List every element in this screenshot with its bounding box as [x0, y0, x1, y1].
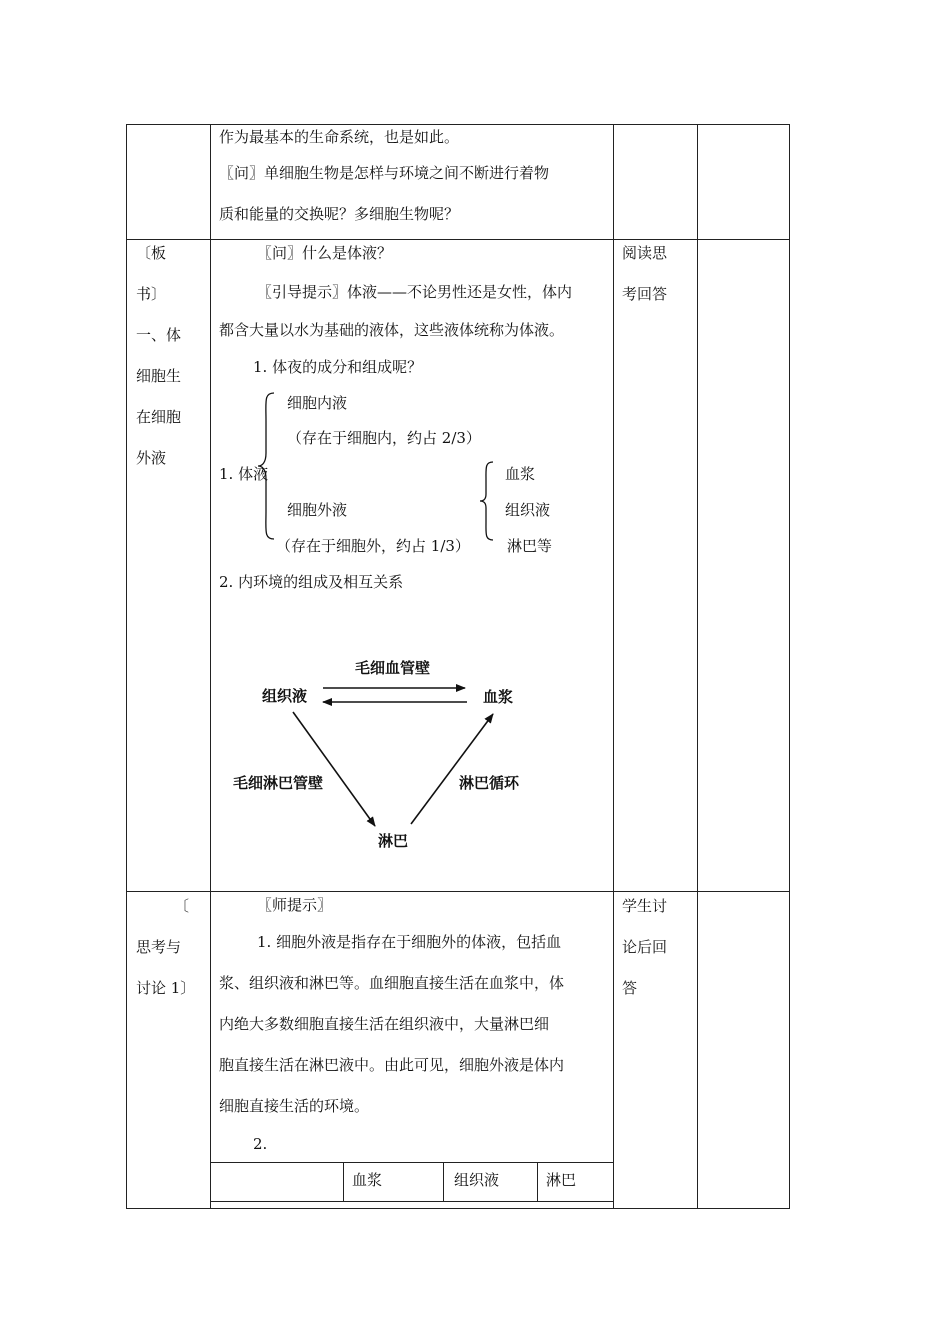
- table-right-border: [789, 124, 790, 1209]
- intracellular-fluid: 细胞内液: [287, 394, 348, 412]
- row3-left-3: 讨论 1〕: [136, 979, 196, 997]
- row-divider-2: [126, 891, 790, 892]
- inner-table-header-lymph: 淋巴: [546, 1171, 577, 1189]
- question-text: 〖问〗什么是体液？: [257, 244, 393, 262]
- row2-left-4: 细胞生: [136, 367, 182, 385]
- table-top-border: [126, 124, 790, 125]
- hint-line-1: 〖引导提示〗体液——不论男性还是女性，体内: [257, 283, 573, 301]
- diagram-lymph-capillary-wall: 毛细淋巴管壁: [233, 774, 324, 792]
- row3-left-1: 〔: [174, 897, 190, 915]
- row3-paragraph-4: 胞直接生活在淋巴液中。由此可见，细胞外液是体内: [219, 1056, 565, 1074]
- column-divider-1: [210, 124, 211, 1209]
- row2-left-5: 在细胞: [136, 408, 182, 426]
- diagram-lymph: 淋巴: [378, 832, 409, 850]
- row2-left-3: 一、体: [136, 326, 182, 344]
- body-fluid-label: 1. 体液: [219, 465, 269, 483]
- diagram-capillary-wall: 毛细血管壁: [355, 659, 431, 677]
- row1-line-2: 〖问〗单细胞生物是怎样与环境之间不断进行着物: [219, 164, 550, 182]
- inner-table-bottom: [210, 1201, 614, 1202]
- row3-activity-2: 论后回: [622, 938, 668, 956]
- item2-title: 2. 内环境的组成及相互关系: [219, 573, 404, 591]
- row3-paragraph-1: 1. 细胞外液是指存在于细胞外的体液，包括血: [257, 933, 562, 951]
- right-brace: [478, 460, 496, 542]
- table-bottom-border: [126, 1208, 790, 1209]
- diagram-lymph-circulation: 淋巴循环: [459, 774, 520, 792]
- arrow-tissue-to-lymph: [293, 712, 375, 826]
- row3-paragraph-3: 内绝大多数细胞直接生活在组织液中，大量淋巴细: [219, 1015, 550, 1033]
- inner-table-col-1: [343, 1162, 344, 1202]
- row2-left-6: 外液: [136, 449, 167, 467]
- inner-table-top: [210, 1162, 614, 1163]
- inner-table-col-3: [537, 1162, 538, 1202]
- row3-left-2: 思考与: [136, 938, 182, 956]
- row1-line-1: 作为最基本的生命系统，也是如此。: [219, 128, 460, 146]
- inner-table-header-plasma: 血浆: [352, 1171, 383, 1189]
- row3-activity-1: 学生讨: [622, 897, 668, 915]
- row3-item-2: 2.: [253, 1135, 268, 1153]
- lymph-etc-label: 淋巴等: [507, 537, 553, 555]
- intracellular-note: （存在于细胞内，约占 2/3）: [287, 429, 481, 447]
- tissue-fluid-label: 组织液: [505, 501, 551, 519]
- row2-activity-2: 考回答: [622, 285, 668, 303]
- row3-paragraph-5: 细胞直接生活的环境。: [219, 1097, 370, 1115]
- inner-table-col-2: [443, 1162, 444, 1202]
- internal-environment-diagram: [213, 640, 613, 880]
- extracellular-fluid: 细胞外液: [287, 501, 348, 519]
- row2-activity-1: 阅读思: [622, 244, 668, 262]
- row2-left-1: 〔板: [136, 244, 167, 262]
- table-left-border: [126, 124, 127, 1209]
- row3-activity-3: 答: [622, 979, 638, 997]
- arrow-lymph-to-plasma: [411, 714, 493, 824]
- hint-line-2: 都含大量以水为基础的液体，这些液体统称为体液。: [219, 321, 565, 339]
- diagram-tissue-fluid: 组织液: [262, 687, 308, 705]
- column-divider-3: [697, 124, 698, 1209]
- item1-title: 1. 体夜的成分和组成呢？: [253, 358, 423, 376]
- inner-table-header-tissue-fluid: 组织液: [454, 1171, 500, 1189]
- diagram-plasma: 血浆: [483, 688, 514, 706]
- plasma-label: 血浆: [505, 465, 536, 483]
- teacher-hint: 〖师提示〗: [257, 896, 333, 914]
- row-divider-1: [126, 239, 790, 240]
- extracellular-note: （存在于细胞外，约占 1/3）: [276, 537, 470, 555]
- row3-paragraph-2: 浆、组织液和淋巴等。血细胞直接生活在血浆中，体: [219, 974, 565, 992]
- column-divider-2: [613, 124, 614, 1209]
- row2-left-2: 书〕: [136, 285, 167, 303]
- row1-line-3: 质和能量的交换呢？多细胞生物呢？: [219, 205, 460, 223]
